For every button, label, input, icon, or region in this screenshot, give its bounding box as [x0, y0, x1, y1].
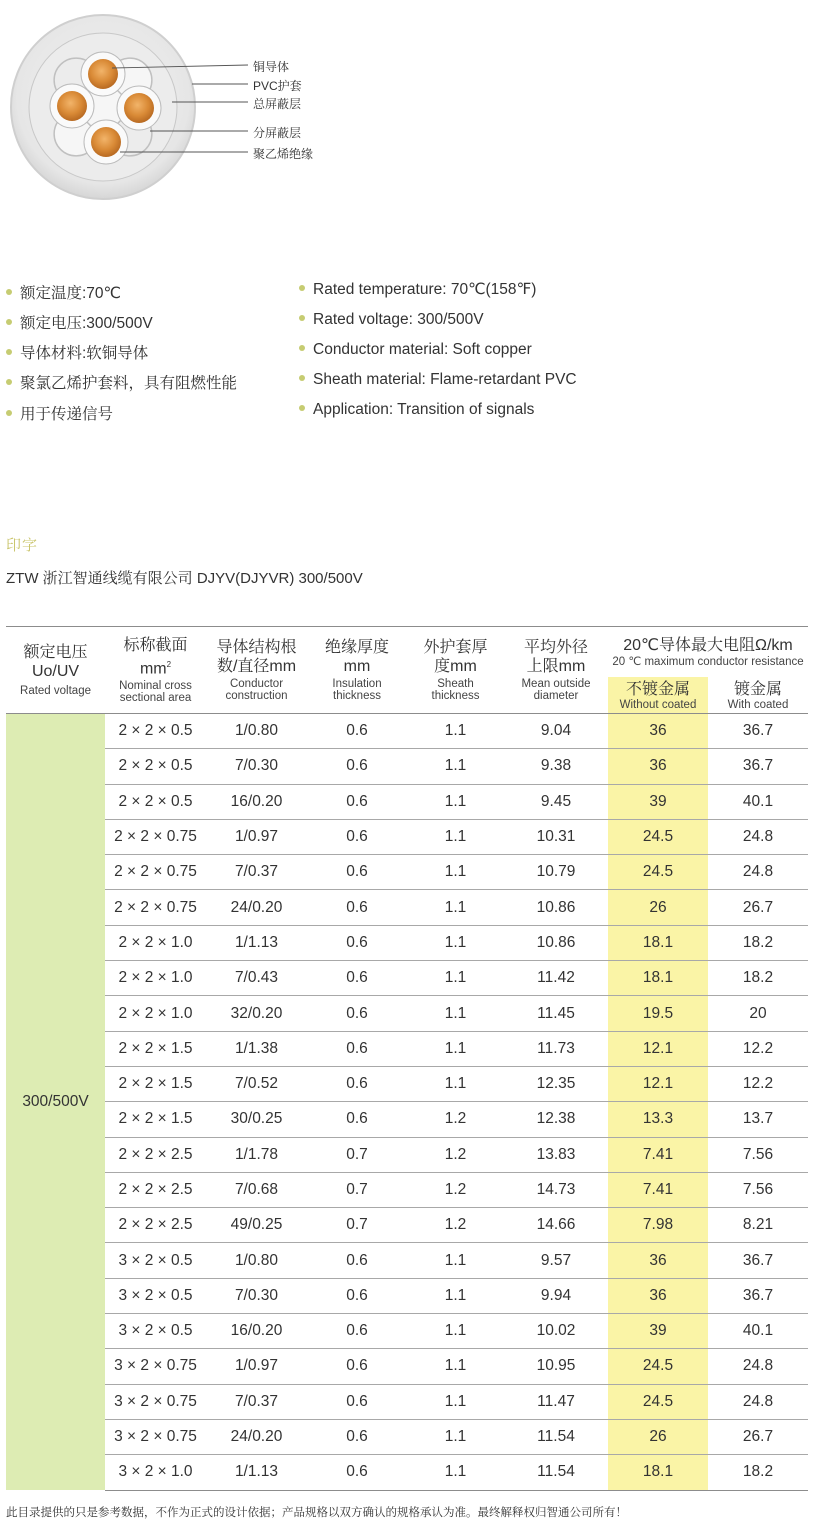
cell-nominal-area: 3 × 2 × 1.0 [105, 1455, 206, 1490]
cell-sheath-thickness: 1.1 [407, 1419, 504, 1454]
cell-conductor-construction: 16/0.20 [206, 1314, 307, 1349]
cell-nominal-area: 2 × 2 × 0.75 [105, 890, 206, 925]
cell-resistance-without-coated: 18.1 [608, 1455, 708, 1490]
bullet-icon [6, 319, 12, 325]
cell-conductor-construction: 24/0.20 [206, 890, 307, 925]
cell-conductor-construction: 1/1.13 [206, 925, 307, 960]
cell-insulation-thickness: 0.6 [307, 925, 407, 960]
cell-resistance-without-coated: 24.5 [608, 819, 708, 854]
cell-insulation-thickness: 0.6 [307, 1243, 407, 1278]
cell-mean-outside-diameter: 10.86 [504, 925, 608, 960]
cell-rated-voltage: 300/500V [6, 714, 105, 1491]
cell-sheath-thickness: 1.2 [407, 1102, 504, 1137]
cell-resistance-with-coated: 24.8 [708, 1384, 808, 1419]
copper-conductor [57, 91, 87, 121]
cell-insulation-thickness: 0.6 [307, 996, 407, 1031]
bullet-icon [6, 349, 12, 355]
cell-sheath-thickness: 1.1 [407, 819, 504, 854]
cell-sheath-thickness: 1.1 [407, 1031, 504, 1066]
cell-resistance-with-coated: 24.8 [708, 819, 808, 854]
cell-insulation-thickness: 0.6 [307, 1066, 407, 1101]
feature-text: Rated voltage: 300/500V [313, 311, 484, 328]
cell-insulation-thickness: 0.6 [307, 1349, 407, 1384]
header-without-coated: 不镀金属 Without coated [608, 677, 708, 714]
cell-resistance-with-coated: 7.56 [708, 1172, 808, 1207]
table-row [6, 784, 808, 819]
cell-conductor-construction: 7/0.52 [206, 1066, 307, 1101]
cell-resistance-without-coated: 7.41 [608, 1172, 708, 1207]
cell-conductor-construction: 7/0.68 [206, 1172, 307, 1207]
cell-mean-outside-diameter: 11.45 [504, 996, 608, 1031]
cell-nominal-area: 2 × 2 × 1.0 [105, 996, 206, 1031]
feature-cn-item [6, 371, 237, 393]
header-sheath-thickness: 外护套厚 度mm Sheath thickness [423, 639, 488, 702]
header-conductor-construction: 导体结构根 数/直径mm Conductor construction [216, 639, 297, 702]
cell-sheath-thickness: 1.1 [407, 961, 504, 996]
cell-nominal-area: 3 × 2 × 0.5 [105, 1243, 206, 1278]
bullet-icon [299, 375, 305, 381]
bullet-icon [299, 315, 305, 321]
cell-mean-outside-diameter: 11.47 [504, 1384, 608, 1419]
cell-conductor-construction: 49/0.25 [206, 1208, 307, 1243]
cell-insulation-thickness: 0.6 [307, 1031, 407, 1066]
table-row [6, 1172, 808, 1207]
feature-text: 聚氯乙烯护套料，具有阻燃性能 [20, 375, 238, 392]
cell-sheath-thickness: 1.1 [407, 749, 504, 784]
cell-conductor-construction: 1/0.80 [206, 714, 307, 749]
table-row [6, 1137, 808, 1172]
cell-mean-outside-diameter: 9.94 [504, 1278, 608, 1313]
table-row [6, 1243, 808, 1278]
table-row [6, 714, 808, 749]
cell-mean-outside-diameter: 9.45 [504, 784, 608, 819]
cell-sheath-thickness: 1.1 [407, 1455, 504, 1490]
cell-mean-outside-diameter: 11.73 [504, 1031, 608, 1066]
cell-conductor-construction: 7/0.43 [206, 961, 307, 996]
cell-resistance-with-coated: 24.8 [708, 1349, 808, 1384]
cell-conductor-construction: 1/0.80 [206, 1243, 307, 1278]
cell-nominal-area: 3 × 2 × 0.75 [105, 1349, 206, 1384]
cell-resistance-without-coated: 12.1 [608, 1066, 708, 1101]
cell-mean-outside-diameter: 9.57 [504, 1243, 608, 1278]
cell-insulation-thickness: 0.6 [307, 784, 407, 819]
cell-sheath-thickness: 1.2 [407, 1172, 504, 1207]
feature-en-item [299, 341, 532, 359]
table-row [6, 1455, 808, 1490]
cell-insulation-thickness: 0.6 [307, 749, 407, 784]
table-row [6, 1278, 808, 1313]
cell-nominal-area: 2 × 2 × 0.5 [105, 784, 206, 819]
table-row [6, 925, 808, 960]
table-row [6, 961, 808, 996]
cell-insulation-thickness: 0.6 [307, 961, 407, 996]
bullet-icon [299, 285, 305, 291]
cell-resistance-with-coated: 18.2 [708, 961, 808, 996]
cell-mean-outside-diameter: 13.83 [504, 1137, 608, 1172]
cell-insulation-thickness: 0.7 [307, 1208, 407, 1243]
cell-insulation-thickness: 0.6 [307, 1384, 407, 1419]
table-row [6, 1349, 808, 1384]
cell-sheath-thickness: 1.1 [407, 855, 504, 890]
table-row [6, 1102, 808, 1137]
cell-nominal-area: 2 × 2 × 1.5 [105, 1066, 206, 1101]
cell-mean-outside-diameter: 10.31 [504, 819, 608, 854]
cell-nominal-area: 3 × 2 × 0.75 [105, 1419, 206, 1454]
cell-conductor-construction: 1/1.78 [206, 1137, 307, 1172]
feature-en-item [299, 280, 536, 299]
feature-text: 导体材料:软铜导体 [20, 345, 149, 362]
copper-conductor [91, 127, 121, 157]
bullet-icon [6, 289, 12, 295]
header-with-coated: 镀金属 With coated [727, 680, 789, 711]
cell-mean-outside-diameter: 9.04 [504, 714, 608, 749]
bullet-icon [6, 379, 12, 385]
cell-sheath-thickness: 1.1 [407, 1066, 504, 1101]
header-insulation-thickness: 绝缘厚度 mm Insulation thickness [324, 639, 389, 702]
cell-sheath-thickness: 1.1 [407, 1243, 504, 1278]
cell-resistance-with-coated: 26.7 [708, 1419, 808, 1454]
table-row [6, 1314, 808, 1349]
cell-mean-outside-diameter: 14.73 [504, 1172, 608, 1207]
cell-insulation-thickness: 0.6 [307, 714, 407, 749]
cell-mean-outside-diameter: 11.54 [504, 1455, 608, 1490]
cell-insulation-thickness: 0.6 [307, 1419, 407, 1454]
header-mean-outside-diameter: 平均外径 上限mm Mean outside diameter [521, 639, 591, 702]
table-row [6, 1419, 808, 1454]
feature-text: 用于传递信号 [20, 406, 114, 423]
cell-resistance-with-coated: 24.8 [708, 855, 808, 890]
feature-cn-item [6, 311, 153, 333]
cell-insulation-thickness: 0.6 [307, 890, 407, 925]
cell-mean-outside-diameter: 14.66 [504, 1208, 608, 1243]
cell-nominal-area: 2 × 2 × 0.75 [105, 819, 206, 854]
cell-mean-outside-diameter: 11.54 [504, 1419, 608, 1454]
feature-en-item [299, 401, 534, 419]
cell-insulation-thickness: 0.7 [307, 1137, 407, 1172]
cell-resistance-with-coated: 36.7 [708, 1278, 808, 1313]
table-row [6, 996, 808, 1031]
cell-resistance-without-coated: 39 [608, 784, 708, 819]
feature-cn-item [6, 341, 148, 363]
cell-resistance-with-coated: 36.7 [708, 1243, 808, 1278]
cell-mean-outside-diameter: 10.79 [504, 855, 608, 890]
cell-nominal-area: 2 × 2 × 1.0 [105, 961, 206, 996]
cell-sheath-thickness: 1.1 [407, 925, 504, 960]
cell-nominal-area: 2 × 2 × 1.5 [105, 1102, 206, 1137]
table-row [6, 1066, 808, 1101]
cell-insulation-thickness: 0.6 [307, 819, 407, 854]
copper-conductor [88, 59, 118, 89]
cell-resistance-without-coated: 36 [608, 749, 708, 784]
cell-sheath-thickness: 1.1 [407, 714, 504, 749]
cell-sheath-thickness: 1.1 [407, 1314, 504, 1349]
label-copper-conductor: 铜导体 [253, 60, 290, 74]
cell-resistance-with-coated: 20 [708, 996, 808, 1031]
cell-sheath-thickness: 1.2 [407, 1137, 504, 1172]
cell-resistance-with-coated: 36.7 [708, 714, 808, 749]
cell-nominal-area: 2 × 2 × 2.5 [105, 1137, 206, 1172]
cell-nominal-area: 3 × 2 × 0.5 [105, 1314, 206, 1349]
feature-text: 额定电压:300/500V [20, 315, 153, 332]
print-marking-text: ZTW 浙江智通线缆有限公司 DJYV(DJYVR) 300/500V [6, 570, 363, 587]
cell-mean-outside-diameter: 9.38 [504, 749, 608, 784]
feature-en-item [299, 371, 577, 389]
cell-resistance-without-coated: 26 [608, 890, 708, 925]
cell-sheath-thickness: 1.1 [407, 1349, 504, 1384]
cell-nominal-area: 2 × 2 × 1.0 [105, 925, 206, 960]
cell-resistance-without-coated: 7.41 [608, 1137, 708, 1172]
cell-resistance-with-coated: 36.7 [708, 749, 808, 784]
cell-resistance-without-coated: 24.5 [608, 1349, 708, 1384]
cell-resistance-with-coated: 18.2 [708, 925, 808, 960]
header-voltage: 额定电压 Uo/UV Rated voltage [20, 644, 91, 697]
cell-resistance-without-coated: 12.1 [608, 1031, 708, 1066]
cell-sheath-thickness: 1.1 [407, 1384, 504, 1419]
cell-resistance-without-coated: 18.1 [608, 925, 708, 960]
cell-nominal-area: 2 × 2 × 2.5 [105, 1208, 206, 1243]
feature-text: Application: Transition of signals [313, 401, 535, 418]
cell-resistance-with-coated: 8.21 [708, 1208, 808, 1243]
cell-mean-outside-diameter: 11.42 [504, 961, 608, 996]
cell-conductor-construction: 16/0.20 [206, 784, 307, 819]
cell-resistance-without-coated: 26 [608, 1419, 708, 1454]
cell-insulation-thickness: 0.6 [307, 1102, 407, 1137]
cell-resistance-with-coated: 26.7 [708, 890, 808, 925]
cell-resistance-with-coated: 13.7 [708, 1102, 808, 1137]
cell-nominal-area: 2 × 2 × 2.5 [105, 1172, 206, 1207]
table-row [6, 1208, 808, 1243]
cell-conductor-construction: 7/0.37 [206, 1384, 307, 1419]
cell-conductor-construction: 1/0.97 [206, 1349, 307, 1384]
cell-resistance-with-coated: 40.1 [708, 784, 808, 819]
cell-insulation-thickness: 0.6 [307, 1314, 407, 1349]
cell-conductor-construction: 7/0.30 [206, 1278, 307, 1313]
cell-resistance-without-coated: 36 [608, 1243, 708, 1278]
cell-nominal-area: 3 × 2 × 0.5 [105, 1278, 206, 1313]
cell-resistance-without-coated: 36 [608, 1278, 708, 1313]
header-max-resistance: 20℃导体最大电阻Ω/km 20 ℃ maximum conductor resistance [612, 637, 804, 668]
header-nominal-area: 标称截面 $mm^2$ Nominal cross sectional area [119, 636, 192, 705]
bullet-icon [6, 410, 12, 416]
copper-conductor [124, 93, 154, 123]
cell-conductor-construction: 7/0.37 [206, 855, 307, 890]
print-marking-title: 印字 [6, 537, 39, 554]
spec-table [6, 626, 808, 1491]
cell-conductor-construction: 1/0.97 [206, 819, 307, 854]
cell-resistance-without-coated: 13.3 [608, 1102, 708, 1137]
cell-resistance-without-coated: 19.5 [608, 996, 708, 1031]
cell-sheath-thickness: 1.1 [407, 890, 504, 925]
feature-cn-item [6, 281, 121, 303]
cell-sheath-thickness: 1.1 [407, 1278, 504, 1313]
label-pvc-sheath: PVC护套 [253, 79, 302, 93]
label-overall-screen: 总屏蔽层 [253, 97, 302, 111]
cell-nominal-area: 2 × 2 × 0.5 [105, 749, 206, 784]
cell-resistance-with-coated: 12.2 [708, 1031, 808, 1066]
cell-resistance-without-coated: 7.98 [608, 1208, 708, 1243]
cell-resistance-with-coated: 12.2 [708, 1066, 808, 1101]
cell-nominal-area: 3 × 2 × 0.75 [105, 1384, 206, 1419]
cell-mean-outside-diameter: 10.02 [504, 1314, 608, 1349]
cell-insulation-thickness: 0.7 [307, 1172, 407, 1207]
table-row [6, 1384, 808, 1419]
feature-text: Sheath material: Flame-retardant PVC [313, 371, 577, 388]
cell-conductor-construction: 1/1.13 [206, 1455, 307, 1490]
feature-text: Rated temperature: 70℃(158℉) [313, 281, 537, 298]
table-row [6, 855, 808, 890]
cell-nominal-area: 2 × 2 × 0.5 [105, 714, 206, 749]
cell-sheath-thickness: 1.1 [407, 996, 504, 1031]
cell-mean-outside-diameter: 12.38 [504, 1102, 608, 1137]
cell-mean-outside-diameter: 10.86 [504, 890, 608, 925]
cell-resistance-without-coated: 36 [608, 714, 708, 749]
cell-nominal-area: 2 × 2 × 0.75 [105, 855, 206, 890]
table-row [6, 1031, 808, 1066]
cell-mean-outside-diameter: 12.35 [504, 1066, 608, 1101]
cell-conductor-construction: 24/0.20 [206, 1419, 307, 1454]
cell-conductor-construction: 1/1.38 [206, 1031, 307, 1066]
footnote: 此目录提供的只是参考数据，不作为正式的设计依据；产品规格以双方确认的规格承认为准。最终解释权归智通公司所有！ [6, 1507, 627, 1519]
cell-resistance-with-coated: 18.2 [708, 1455, 808, 1490]
cell-resistance-with-coated: 40.1 [708, 1314, 808, 1349]
feature-text: Conductor material: Soft copper [313, 341, 532, 358]
label-pair-screen: 分屏蔽层 [253, 126, 302, 140]
cell-conductor-construction: 30/0.25 [206, 1102, 307, 1137]
cell-sheath-thickness: 1.1 [407, 784, 504, 819]
table-row [6, 890, 808, 925]
cell-mean-outside-diameter: 10.95 [504, 1349, 608, 1384]
cell-insulation-thickness: 0.6 [307, 855, 407, 890]
cell-nominal-area: 2 × 2 × 1.5 [105, 1031, 206, 1066]
cell-resistance-without-coated: 24.5 [608, 1384, 708, 1419]
feature-en-item [299, 311, 484, 329]
cell-resistance-without-coated: 18.1 [608, 961, 708, 996]
table-row [6, 749, 808, 784]
table-row [6, 819, 808, 854]
label-pe-insulation: 聚乙烯绝缘 [253, 147, 314, 161]
cell-insulation-thickness: 0.6 [307, 1455, 407, 1490]
cell-resistance-with-coated: 7.56 [708, 1137, 808, 1172]
feature-cn-item [6, 402, 113, 424]
cell-insulation-thickness: 0.6 [307, 1278, 407, 1313]
feature-text: 额定温度:70℃ [20, 285, 121, 302]
cell-resistance-without-coated: 24.5 [608, 855, 708, 890]
bullet-icon [299, 345, 305, 351]
cell-sheath-thickness: 1.2 [407, 1208, 504, 1243]
cell-conductor-construction: 7/0.30 [206, 749, 307, 784]
cell-resistance-without-coated: 39 [608, 1314, 708, 1349]
cell-conductor-construction: 32/0.20 [206, 996, 307, 1031]
bullet-icon [299, 405, 305, 411]
